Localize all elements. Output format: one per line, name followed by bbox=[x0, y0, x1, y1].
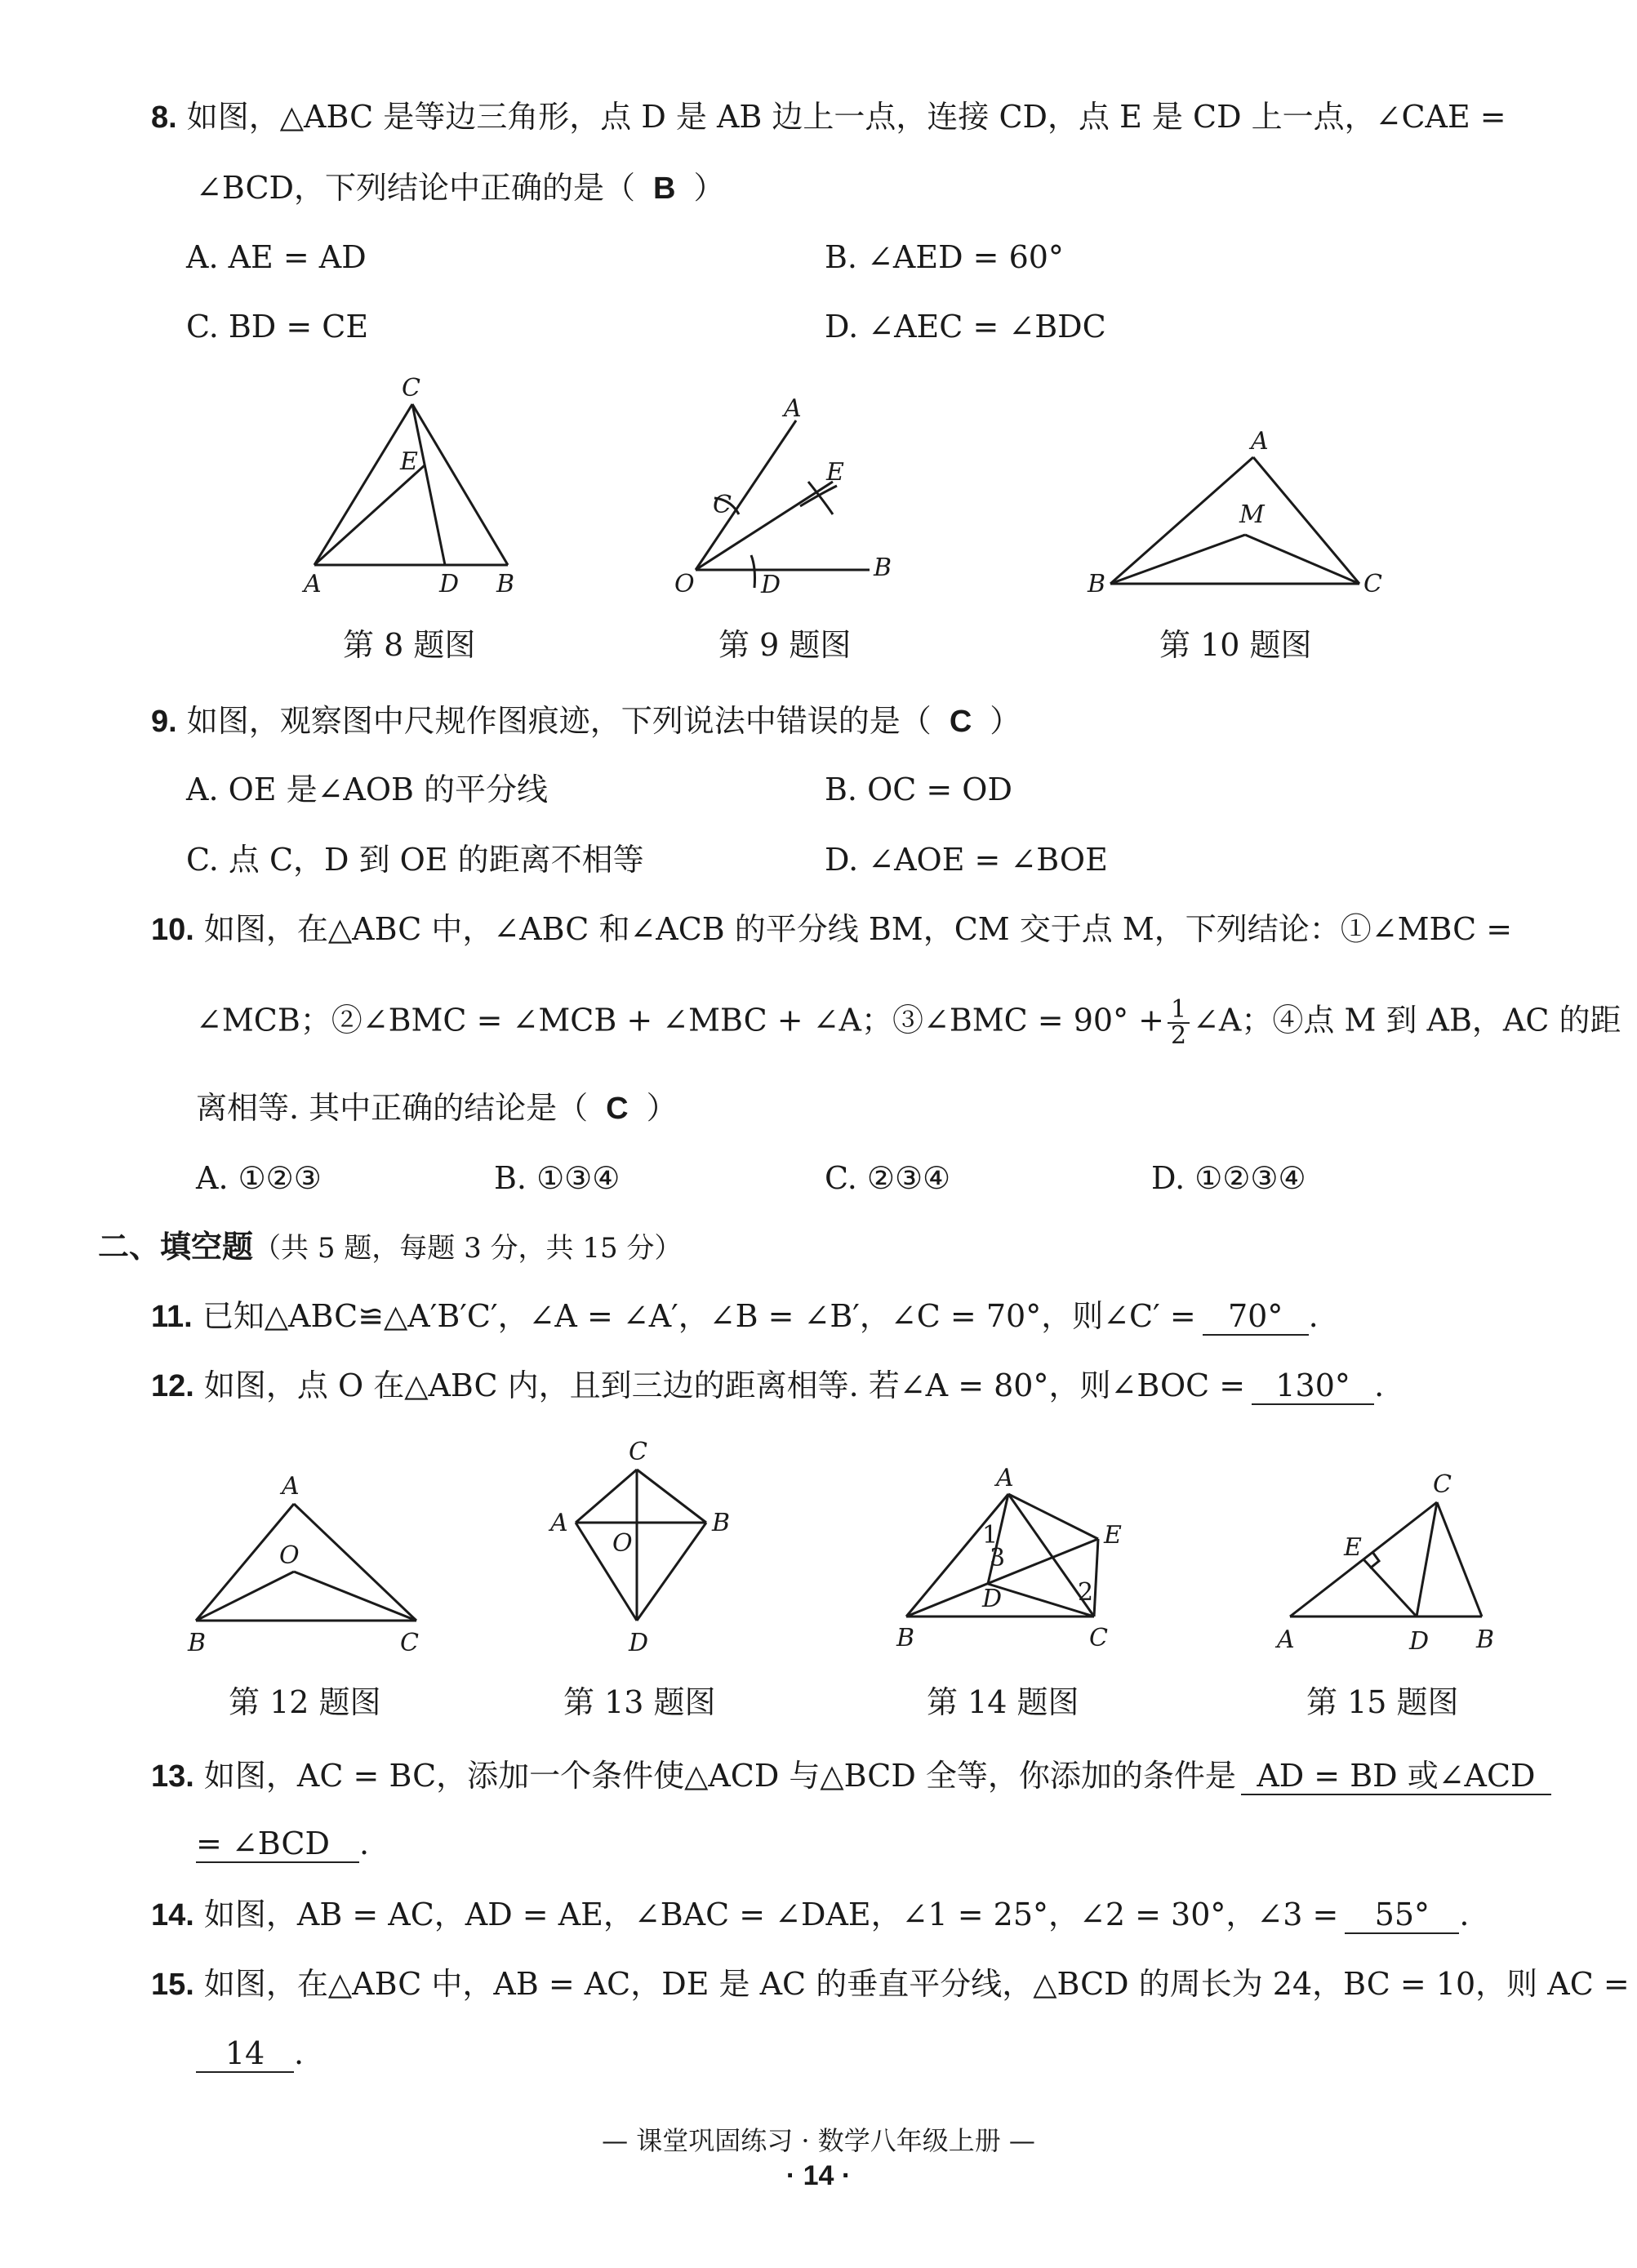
q9-option-a: A. OE 是∠AOB 的平分线 bbox=[186, 772, 549, 807]
q12-line bbox=[151, 1365, 1384, 1407]
fig12-label-a: A bbox=[282, 1472, 300, 1501]
q13-answer-blank-line1: AD = BD 或∠ACD bbox=[1241, 1758, 1551, 1795]
fig13-label-c: C bbox=[629, 1438, 647, 1466]
fig13-label-d: D bbox=[629, 1629, 649, 1657]
q14-stem: 如图，AB = AC，AD = AE，∠BAC = ∠DAE，∠1 = 25°，∠2 = 30°，∠3 = bbox=[203, 1897, 1339, 1932]
fig10-caption: 第 10 题图 bbox=[1159, 627, 1312, 663]
fig12-label-c: C bbox=[400, 1629, 419, 1657]
q10-number: 10. bbox=[151, 913, 194, 947]
fig13-caption: 第 13 题图 bbox=[563, 1684, 716, 1720]
q13-number: 13. bbox=[151, 1759, 194, 1794]
q10-fraction-denominator: 2 bbox=[1171, 1021, 1187, 1050]
q10-fraction bbox=[1168, 995, 1190, 1050]
q15-answer-blank: 14 bbox=[196, 2035, 294, 2073]
fig8-side-ac bbox=[314, 404, 412, 565]
fig8-segment-cd bbox=[412, 404, 445, 565]
fig8-segment-ae bbox=[314, 465, 425, 565]
fig9-label-c: C bbox=[713, 491, 732, 519]
fig13-side-bd bbox=[637, 1523, 706, 1621]
fig14-label-d: D bbox=[982, 1585, 1003, 1613]
figure-12 bbox=[180, 1470, 441, 1665]
section-fill-in-heading bbox=[98, 1226, 682, 1269]
fig9-label-d: D bbox=[761, 571, 781, 599]
fig10-label-c: C bbox=[1363, 570, 1382, 598]
fig14-label-b: B bbox=[896, 1624, 915, 1652]
figure-10 bbox=[1078, 425, 1388, 604]
q13-line2 bbox=[196, 1823, 369, 1864]
fig14-label-c: C bbox=[1089, 1624, 1108, 1652]
fig14-segment-ec bbox=[1094, 1539, 1098, 1617]
fig9-label-a: A bbox=[784, 394, 802, 423]
q8-paren-close: ） bbox=[693, 170, 725, 206]
q10-paren-close: ） bbox=[646, 1090, 678, 1126]
fig15-label-e: E bbox=[1344, 1533, 1362, 1562]
fig10-label-a: A bbox=[1251, 427, 1269, 456]
fig9-label-e: E bbox=[826, 458, 844, 487]
q10-stem-line2-post: ∠A；④点 M 到 AB，AC 的距 bbox=[1193, 1002, 1621, 1038]
fig10-label-m: M bbox=[1239, 500, 1265, 529]
q8-line2 bbox=[196, 167, 724, 209]
fig9-ray-oa bbox=[696, 420, 796, 570]
fig14-label-angle-1: 1 bbox=[982, 1521, 999, 1550]
q8-option-d: D. ∠AEC = ∠BDC bbox=[825, 309, 1106, 345]
figure-14 bbox=[890, 1461, 1159, 1665]
figure-9 bbox=[669, 394, 914, 604]
q13-stem: 如图，AC = BC，添加一个条件使△ACD 与△BCD 全等，你添加的条件是 bbox=[203, 1758, 1236, 1794]
q14-answer-blank: 55° bbox=[1345, 1897, 1459, 1934]
fig10-side-ab bbox=[1110, 457, 1253, 584]
fig15-caption: 第 15 题图 bbox=[1306, 1684, 1459, 1720]
fig9-arc-e2 bbox=[800, 486, 837, 506]
q8-option-b: B. ∠AED = 60° bbox=[825, 239, 1064, 275]
fig13-label-b: B bbox=[712, 1509, 731, 1537]
q15-period: . bbox=[294, 2035, 305, 2071]
fig8-label-b: B bbox=[496, 570, 515, 598]
q13-period: . bbox=[359, 1826, 370, 1861]
q8-stem-line1: 如图，△ABC 是等边三角形，点 D 是 AB 边上一点，连接 CD，点 E 是 CD 上一点，∠CAE = bbox=[186, 99, 1506, 135]
fig12-label-o: O bbox=[279, 1541, 300, 1570]
fig14-side-ae bbox=[1008, 1494, 1098, 1539]
q10-option-c: C. ②③④ bbox=[825, 1160, 951, 1196]
q11-line bbox=[151, 1296, 1319, 1337]
q10-line1 bbox=[151, 909, 1512, 950]
fig15-segment-cd bbox=[1417, 1502, 1437, 1617]
fig15-label-a: A bbox=[1277, 1625, 1295, 1654]
q8-stem-line2: ∠BCD，下列结论中正确的是（ bbox=[196, 170, 636, 206]
fig8-label-c: C bbox=[402, 374, 420, 402]
q8-option-a: A. AE = AD bbox=[186, 239, 367, 275]
q9-number: 9. bbox=[151, 705, 177, 739]
fig13-label-a: A bbox=[550, 1509, 568, 1537]
q9-option-c: C. 点 C，D 到 OE 的距离不相等 bbox=[186, 842, 644, 878]
figure-8 bbox=[294, 376, 539, 604]
q10-fraction-numerator: 1 bbox=[1168, 998, 1190, 1024]
q11-answer-blank: 70° bbox=[1203, 1298, 1309, 1336]
q13-line1 bbox=[151, 1755, 1551, 1797]
q12-number: 12. bbox=[151, 1369, 194, 1403]
q10-stem-line3: 离相等. 其中正确的结论是（ bbox=[196, 1090, 589, 1126]
q10-option-b: B. ①③④ bbox=[494, 1160, 621, 1196]
page-number: · 14 · bbox=[785, 2160, 852, 2191]
fig8-label-a: A bbox=[304, 570, 322, 598]
q14-number: 14. bbox=[151, 1898, 194, 1932]
fig14-caption: 第 14 题图 bbox=[927, 1684, 1079, 1720]
fig9-caption: 第 9 题图 bbox=[718, 627, 852, 663]
q10-stem-line2: ∠MCB；②∠BMC = ∠MCB + ∠MBC + ∠A；③∠BMC = 90° + bbox=[196, 1002, 1164, 1038]
fig10-label-b: B bbox=[1088, 570, 1106, 598]
q12-period: . bbox=[1374, 1367, 1385, 1403]
section-subtitle: （共 5 题，每题 3 分，共 15 分） bbox=[253, 1232, 683, 1265]
fig12-segment-bo bbox=[196, 1572, 294, 1621]
fig8-caption: 第 8 题图 bbox=[343, 627, 476, 663]
q9-answer: C bbox=[949, 705, 972, 739]
fig12-label-b: B bbox=[188, 1629, 207, 1657]
q10-stem-line1: 如图，在△ABC 中，∠ABC 和∠ACB 的平分线 BM，CM 交于点 M，下列结论：①∠MBC = bbox=[203, 911, 1513, 947]
q14-period: . bbox=[1459, 1897, 1470, 1932]
fig8-label-e: E bbox=[400, 447, 418, 476]
figure-15 bbox=[1266, 1461, 1527, 1665]
q11-stem: 已知△ABC≌△A′B′C′，∠A = ∠A′，∠B = ∠B′，∠C = 70°，则∠C′ = bbox=[202, 1298, 1196, 1334]
q9-paren-close: ） bbox=[990, 703, 1021, 739]
fig10-segment-cm bbox=[1245, 535, 1359, 584]
q8-option-c: C. BD = CE bbox=[186, 309, 369, 345]
fig14-label-angle-3: 3 bbox=[990, 1544, 1006, 1572]
q12-stem: 如图，点 O 在△ABC 内，且到三边的距离相等. 若∠A = 80°，则∠BOC = bbox=[203, 1367, 1246, 1403]
q8-number: 8. bbox=[151, 100, 177, 135]
q10-option-d: D. ①②③④ bbox=[1151, 1160, 1306, 1196]
fig15-side-bc bbox=[1437, 1502, 1482, 1617]
fig9-label-o: O bbox=[674, 570, 695, 598]
figure-13 bbox=[539, 1437, 751, 1665]
q15-stem: 如图，在△ABC 中，AB = AC，DE 是 AC 的垂直平分线，△BCD 的周长为 24，BC = 10，则 AC = bbox=[203, 1966, 1630, 2002]
q9-line1 bbox=[151, 700, 1021, 742]
q15-number: 15. bbox=[151, 1968, 194, 2002]
q9-stem: 如图，观察图中尺规作图痕迹，下列说法中错误的是（ bbox=[186, 703, 932, 739]
fig12-side-ac bbox=[294, 1504, 416, 1621]
q15-line2 bbox=[196, 2033, 304, 2074]
q11-period: . bbox=[1308, 1298, 1319, 1334]
q8-line1 bbox=[151, 96, 1506, 138]
fig13-side-cb bbox=[637, 1470, 706, 1523]
q11-number: 11. bbox=[151, 1300, 193, 1334]
fig14-label-angle-2: 2 bbox=[1078, 1578, 1094, 1607]
fig9-arc-d bbox=[751, 555, 755, 588]
q10-line3 bbox=[196, 1087, 678, 1129]
q12-answer-blank: 130° bbox=[1252, 1367, 1374, 1405]
fig15-label-d: D bbox=[1409, 1627, 1430, 1656]
fig10-side-ac bbox=[1253, 457, 1359, 584]
fig8-side-bc bbox=[412, 404, 508, 565]
fig13-label-o: O bbox=[612, 1529, 633, 1558]
fig15-label-b: B bbox=[1476, 1625, 1495, 1654]
q15-line1 bbox=[151, 1963, 1630, 2005]
q10-option-a: A. ①②③ bbox=[196, 1160, 322, 1196]
footer-book-title: — 课堂巩固练习 · 数学八年级上册 — bbox=[602, 2125, 1035, 2156]
fig14-label-a: A bbox=[996, 1464, 1014, 1492]
q10-answer: C bbox=[606, 1092, 629, 1126]
fig12-segment-co bbox=[294, 1572, 416, 1621]
q10-line2 bbox=[196, 995, 1621, 1050]
fig12-caption: 第 12 题图 bbox=[229, 1684, 381, 1720]
section-title: 二、填空题 bbox=[98, 1230, 254, 1265]
fig10-segment-bm bbox=[1110, 535, 1245, 584]
fig8-label-d: D bbox=[439, 570, 460, 598]
fig13-side-ca bbox=[576, 1470, 637, 1523]
fig15-label-c: C bbox=[1433, 1470, 1452, 1499]
q9-option-d: D. ∠AOE = ∠BOE bbox=[825, 842, 1108, 878]
q14-line bbox=[151, 1894, 1469, 1936]
q8-answer: B bbox=[653, 171, 676, 206]
q13-answer-blank-line2: = ∠BCD bbox=[196, 1826, 359, 1863]
fig9-label-b: B bbox=[874, 554, 892, 582]
q9-option-b: B. OC = OD bbox=[825, 772, 1012, 807]
fig14-label-e: E bbox=[1104, 1521, 1122, 1550]
